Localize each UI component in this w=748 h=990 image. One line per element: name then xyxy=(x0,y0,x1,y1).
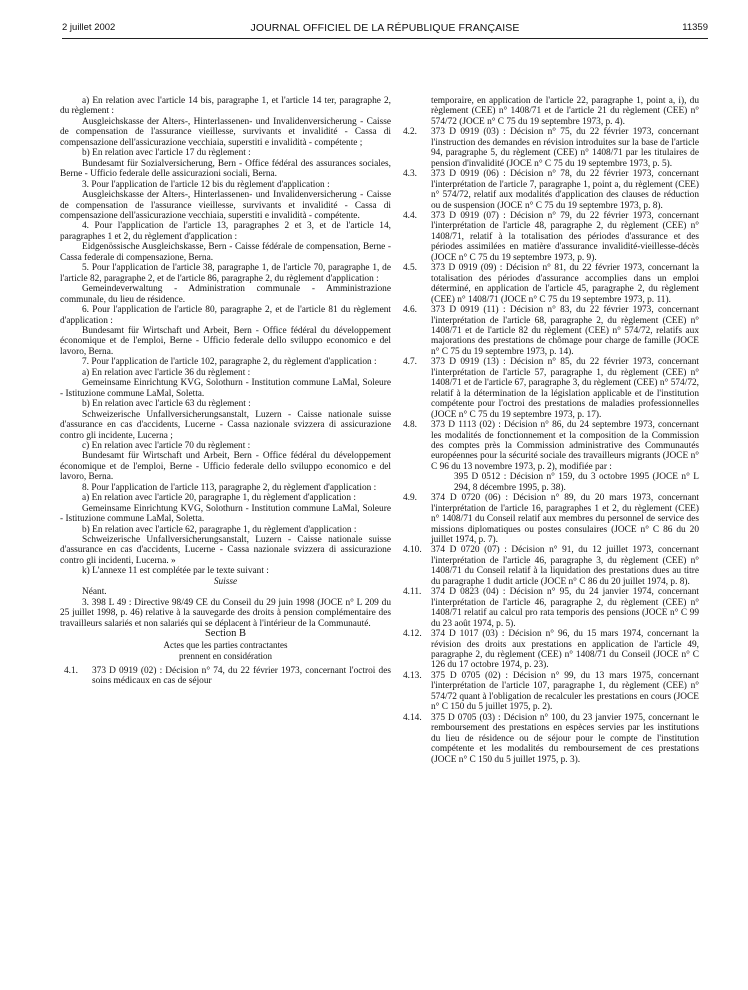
item-text: 374 D 0720 (06) : Décision n° 89, du 20 mars 1973, concernant l'interprétation de l'article 16, paragraphes 1 et 2, du règlement (CEE) n° 1408/71 du Conseil relatif aux membres du personnel de service des missions diplomatiques ou postes consulaires (JOCE n° C 86 du 20 juillet 1974, p. 7). xyxy=(431,493,699,546)
paragraph: k) L'annexe 11 est complétée par le texte suivant : xyxy=(82,566,269,577)
paragraph: Gemeinsame Einrichtung KVG, Solothurn - Institution commune LaMal, Soleure - Istituzione commune LaMal, Soletta. xyxy=(60,503,391,525)
item-text: 373 D 0919 (09) : Décision n° 81, du 22 février 1973, concernant la totalisation des périodes d'assurance accomplies dans un emploi déterminé, en application de l'article 45, paragraphe 2, du règlement (CEE) n° 1408/71 (JOCE n° C 75 du 19 septembre 1973, p. 11). xyxy=(431,263,699,305)
item-number: 4.4. xyxy=(403,210,418,221)
item-text: 373 D 0919 (03) : Décision n° 75, du 22 février 1973, concernant l'instruction des demandes en révision introduites sur la base de l'article 94, paragraphe 5, du règlement (CEE) n° 1408/71 par les titulaires de pension d'invalidité (JOCE n° C 75 du 19 septembre 1973, p. 5). xyxy=(431,127,699,169)
numbered-item xyxy=(399,305,699,357)
item-text: 373 D 0919 (07) : Décision n° 79, du 22 février 1973, concernant l'interprétation de l'article 48, paragraphe 2, du règlement (CEE) n° 1408/71, relatif à la totalisation des périodes d'assurance et des périodes assimilées en matière d'assurance invalidité-vieillesse-décès (JOCE n° C 75 du 19 septembre 1973, p. 9). xyxy=(431,210,699,263)
numbered-item xyxy=(399,629,699,671)
numbered-item xyxy=(399,587,699,629)
item-text: 375 D 0705 (02) : Décision n° 99, du 13 mars 1975, concernant l'interprétation de l'article 107, paragraphe 1, du règlement (CEE) n° 574/72 quant à l'obligation de recalculer les prestations en cours (JOCE n° C 150 du 5 juillet 1975, p. 2). xyxy=(431,670,699,713)
item-number: 4.8. xyxy=(403,420,418,431)
item-text: 373 D 0919 (13) : Décision n° 85, du 22 février 1973, concernant l'interprétation de l'article 57, paragraphe 1, du règlement (CEE) n° 1408/71 et de l'article 67, paragraphe 3, du règlement (CEE) n° 574/72, relatif à la détermination de la législation applicable et de l'institution compétente pour l'octroi des prestations de maladies professionnelles (JOCE n° C 75 du 19 septembre 1973, p. 17). xyxy=(431,357,699,420)
paragraph: Ausgleichskasse der Alters-, Hinterlassenen- und Invalidenversicherung - Caisse de compensation de l'assurance vieillesse, survivants et invalidité - Cassa di compensazione dell'assicurazione vecchiaia, superstiti e invalidità - compétente ; xyxy=(60,116,391,148)
paragraph: 3. Pour l'application de l'article 12 bis du règlement d'application : xyxy=(82,179,330,190)
item-number: 4.3. xyxy=(403,169,418,180)
right-column xyxy=(399,96,699,765)
paragraph: Néant. xyxy=(82,587,107,598)
item-text: 373 D 0919 (06) : Décision n° 78, du 22 février 1973, concernant l'interprétation de l'article 7, paragraphe 1, point a, du règlement (CEE) n° 574/72, relatif aux modalités d'application des clauses de réduction ou de suspension (JOCE n° C 75 du 19 septembre 1973, p. 8). xyxy=(431,169,699,211)
item-number: 4.9. xyxy=(403,493,418,504)
numbered-item xyxy=(60,666,391,687)
item-number: 4.14. xyxy=(403,712,422,723)
page-number: 11359 xyxy=(682,22,708,33)
numbered-item xyxy=(399,545,699,587)
item-number: 4.6. xyxy=(403,305,418,316)
paragraph: Eidgenössische Ausgleichskasse, Bern - Caisse fédérale de compensation, Berne - Cassa federale di compensazione, Berna. xyxy=(60,242,391,263)
item-number: 4.1. xyxy=(64,665,79,676)
numbered-item xyxy=(399,357,699,420)
numbered-item xyxy=(399,671,699,713)
item-text: 373 D 1113 (02) : Décision n° 86, du 24 septembre 1973, concernant les modalités de fonctionnement et la composition de la Commission des comptes près la Commission administrative des Communautés européennes pour la sécurité sociale des travailleurs migrants (JOCE n° C 96 du 13 novembre 1973, p. 2), modifiée par : xyxy=(431,420,699,472)
paragraph: Bundesamt für Sozialversicherung, Bern - Office fédéral des assurances sociales, Berne - Ufficio federale delle assicurazioni sociali, Berna. xyxy=(60,158,391,180)
paragraph: 8. Pour l'application de l'article 113, paragraphe 2, du règlement d'application : xyxy=(82,482,377,493)
header-rule xyxy=(62,38,708,39)
paragraph: 395 D 0512 : Décision n° 159, du 3 octobre 1995 (JOCE n° L 294, 8 décembre 1995, p. 38). xyxy=(454,472,699,493)
item-number: 4.10. xyxy=(403,545,422,556)
paragraph: 5. Pour l'application de l'article 38, paragraphe 1, de l'article 70, paragraphe 1, de l'article 82, paragraphe 2, et de l'article 86, paragraphe 2, du règlement d'application : xyxy=(60,263,391,284)
item-number: 4.7. xyxy=(403,357,418,368)
paragraph: Ausgleichskasse der Alters-, Hinterlassenen- und Invalidenversicherung - Caisse de compensation de l'assurance vieillesse, survivants et invalidité - Cassa di compensazione dell'assicurazione vecchiaia, superstiti e invalidità - compétente. xyxy=(60,190,391,221)
item-text: 373 D 0919 (11) : Décision n° 83, du 22 février 1973, concernant l'interprétation de l'article 68, paragraphe 2, du règlement (CEE) n° 1408/71 et de l'article 82 du règlement (CEE) n° 574/72, relatifs aux majorations des prestations de chômage pour charge de famille (JOCE n° C 75 du 19 septembre 1973, p. 14). xyxy=(431,305,699,357)
paragraph: Bundesamt für Wirtschaft und Arbeit, Bern - Office fédéral du développement économique et de l'emploi, Berne - Ufficio federale dello sviluppo economico e del lavoro, Berna. xyxy=(60,451,391,483)
numbered-item xyxy=(399,169,699,211)
item-number: 4.13. xyxy=(403,670,422,681)
paragraph: c) En relation avec l'article 70 du règlement : xyxy=(82,440,251,451)
numbered-item xyxy=(399,263,699,305)
paragraph: 3. 398 L 49 : Directive 98/49 CE du Conseil du 29 juin 1998 (JOCE n° L 209 du 25 juillet 1998, p. 46) relative à la sauvegarde des droits à pension complémentaire des travailleurs salariés et non salariés qui se déplacent à l'intérieur de la Communauté. xyxy=(60,597,391,629)
section-subtitle: Actes que les parties contractantes xyxy=(163,639,288,650)
paragraph: Gemeinsame Einrichtung KVG, Solothurn - Institution commune LaMal, Soleure - Istituzione commune LaMal, Soletta. xyxy=(60,378,391,399)
numbered-item xyxy=(399,211,699,263)
paragraph: 4. Pour l'application de l'article 13, paragraphes 2 et 3, et de l'article 14, paragraphes 1 et 2, du règlement d'application : xyxy=(60,221,391,242)
item-number: 4.12. xyxy=(403,629,422,640)
page-header xyxy=(62,22,708,36)
numbered-item xyxy=(399,420,699,472)
item-number: 4.2. xyxy=(403,127,418,138)
item-text: 374 D 1017 (03) : Décision n° 96, du 15 mars 1974, concernant la révision des droits aux prestations en application de l'article 49, paragraphe 2, du règlement (CEE) n° 1408/71 du Conseil (JOCE n° C 126 du 17 octobre 1974, p. 23). xyxy=(431,629,699,671)
item-number: 4.5. xyxy=(403,263,418,274)
paragraph: a) En relation avec l'article 20, paragraphe 1, du règlement d'application : xyxy=(82,493,356,504)
item-text: 374 D 0823 (04) : Décision n° 95, du 24 janvier 1974, concernant l'interprétation de l'article 46, paragraphe 2, du règlement (CEE) n° 1408/71 relatif au calcul pro rata temporis des pensions (JOCE n° C 99 du 23 août 1974, p. 5). xyxy=(431,587,699,629)
issue-date: 2 juillet 2002 xyxy=(62,22,116,33)
item-text: 374 D 0720 (07) : Décision n° 91, du 12 juillet 1973, concernant l'interprétation de l'article 46, paragraphe 3, du règlement (CEE) n° 1408/71 du Conseil relatif à la liquidation des prestations dues au titre du paragraphe 1 dudit article (JOCE n° C 86 du 20 juillet 1974, p. 8). xyxy=(431,545,699,587)
subheading: Suisse xyxy=(213,576,238,587)
numbered-item xyxy=(399,127,699,169)
paragraph: a) En relation avec l'article 14 bis, paragraphe 1, et l'article 14 ter, paragraphe 2, du règlement : xyxy=(60,96,391,117)
paragraph: 7. Pour l'application de l'article 102, paragraphe 2, du règlement d'application : xyxy=(82,357,377,368)
item-text: 373 D 0919 (02) : Décision n° 74, du 22 février 1973, concernant l'octroi des soins médicaux en cas de séjour xyxy=(92,665,391,687)
numbered-item xyxy=(399,493,699,545)
paragraph: a) En relation avec l'article 36 du règlement : xyxy=(82,367,251,378)
paragraph: Gemeindeverwaltung - Administration communale - Amministrazione communale, du lieu de résidence. xyxy=(60,284,391,305)
journal-title: JOURNAL OFFICIEL DE LA RÉPUBLIQUE FRANÇAISE xyxy=(250,22,520,34)
paragraph: Schweizerische Unfallversicherungsanstalt, Luzern - Caisse nationale suisse d'assurance en cas d'accidents, Lucerne - Cassa nazionale svizzera di assicurazione contro gli incidente, Lucerna ; xyxy=(60,409,391,441)
paragraph: b) En relation avec l'article 62, paragraphe 1, du règlement d'application : xyxy=(82,524,357,535)
paragraph: b) En relation avec l'article 17 du règlement : xyxy=(82,148,251,159)
section-title: Section B xyxy=(204,628,247,640)
paragraph: Schweizerische Unfallversicherungsanstalt, Luzern - Caisse nationale suisse d'assurance en cas d'accidents, Lucerne - Cassa nazionale svizzera di assicurazione contro gli incidenti, Lucerna. » xyxy=(60,535,391,566)
paragraph: b) En relation avec l'article 63 du règlement : xyxy=(82,399,251,410)
paragraph: temporaire, en application de l'article 22, paragraphe 1, point a, i), du règlement (CEE) n° 1408/71 et de l'article 21 du règlement (CEE) n° 574/72 (JOCE n° C 75 du 19 septembre 1973, p. 4). xyxy=(431,96,699,127)
section-subtitle: prennent en considération xyxy=(179,650,272,661)
item-text: 375 D 0705 (03) : Décision n° 100, du 23 janvier 1975, concernant le remboursement des prestations en espèces servies par les institutions du lieu de résidence ou de séjour pour le compte de l'institution compétente et les modalités du remboursement de ces prestations (JOCE n° C 150 du 5 juillet 1975, p. 3). xyxy=(431,712,699,765)
paragraph: Bundesamt für Wirtschaft und Arbeit, Bern - Office fédéral du développement économique et de l'emploi, Berne - Ufficio federale dello sviluppo economico e del lavoro, Berna. xyxy=(60,325,391,357)
left-column xyxy=(60,96,391,686)
numbered-item xyxy=(399,713,699,765)
item-number: 4.11. xyxy=(403,587,422,598)
paragraph: 6. Pour l'application de l'article 80, paragraphe 2, et de l'article 81 du règlement d'application : xyxy=(60,305,391,326)
